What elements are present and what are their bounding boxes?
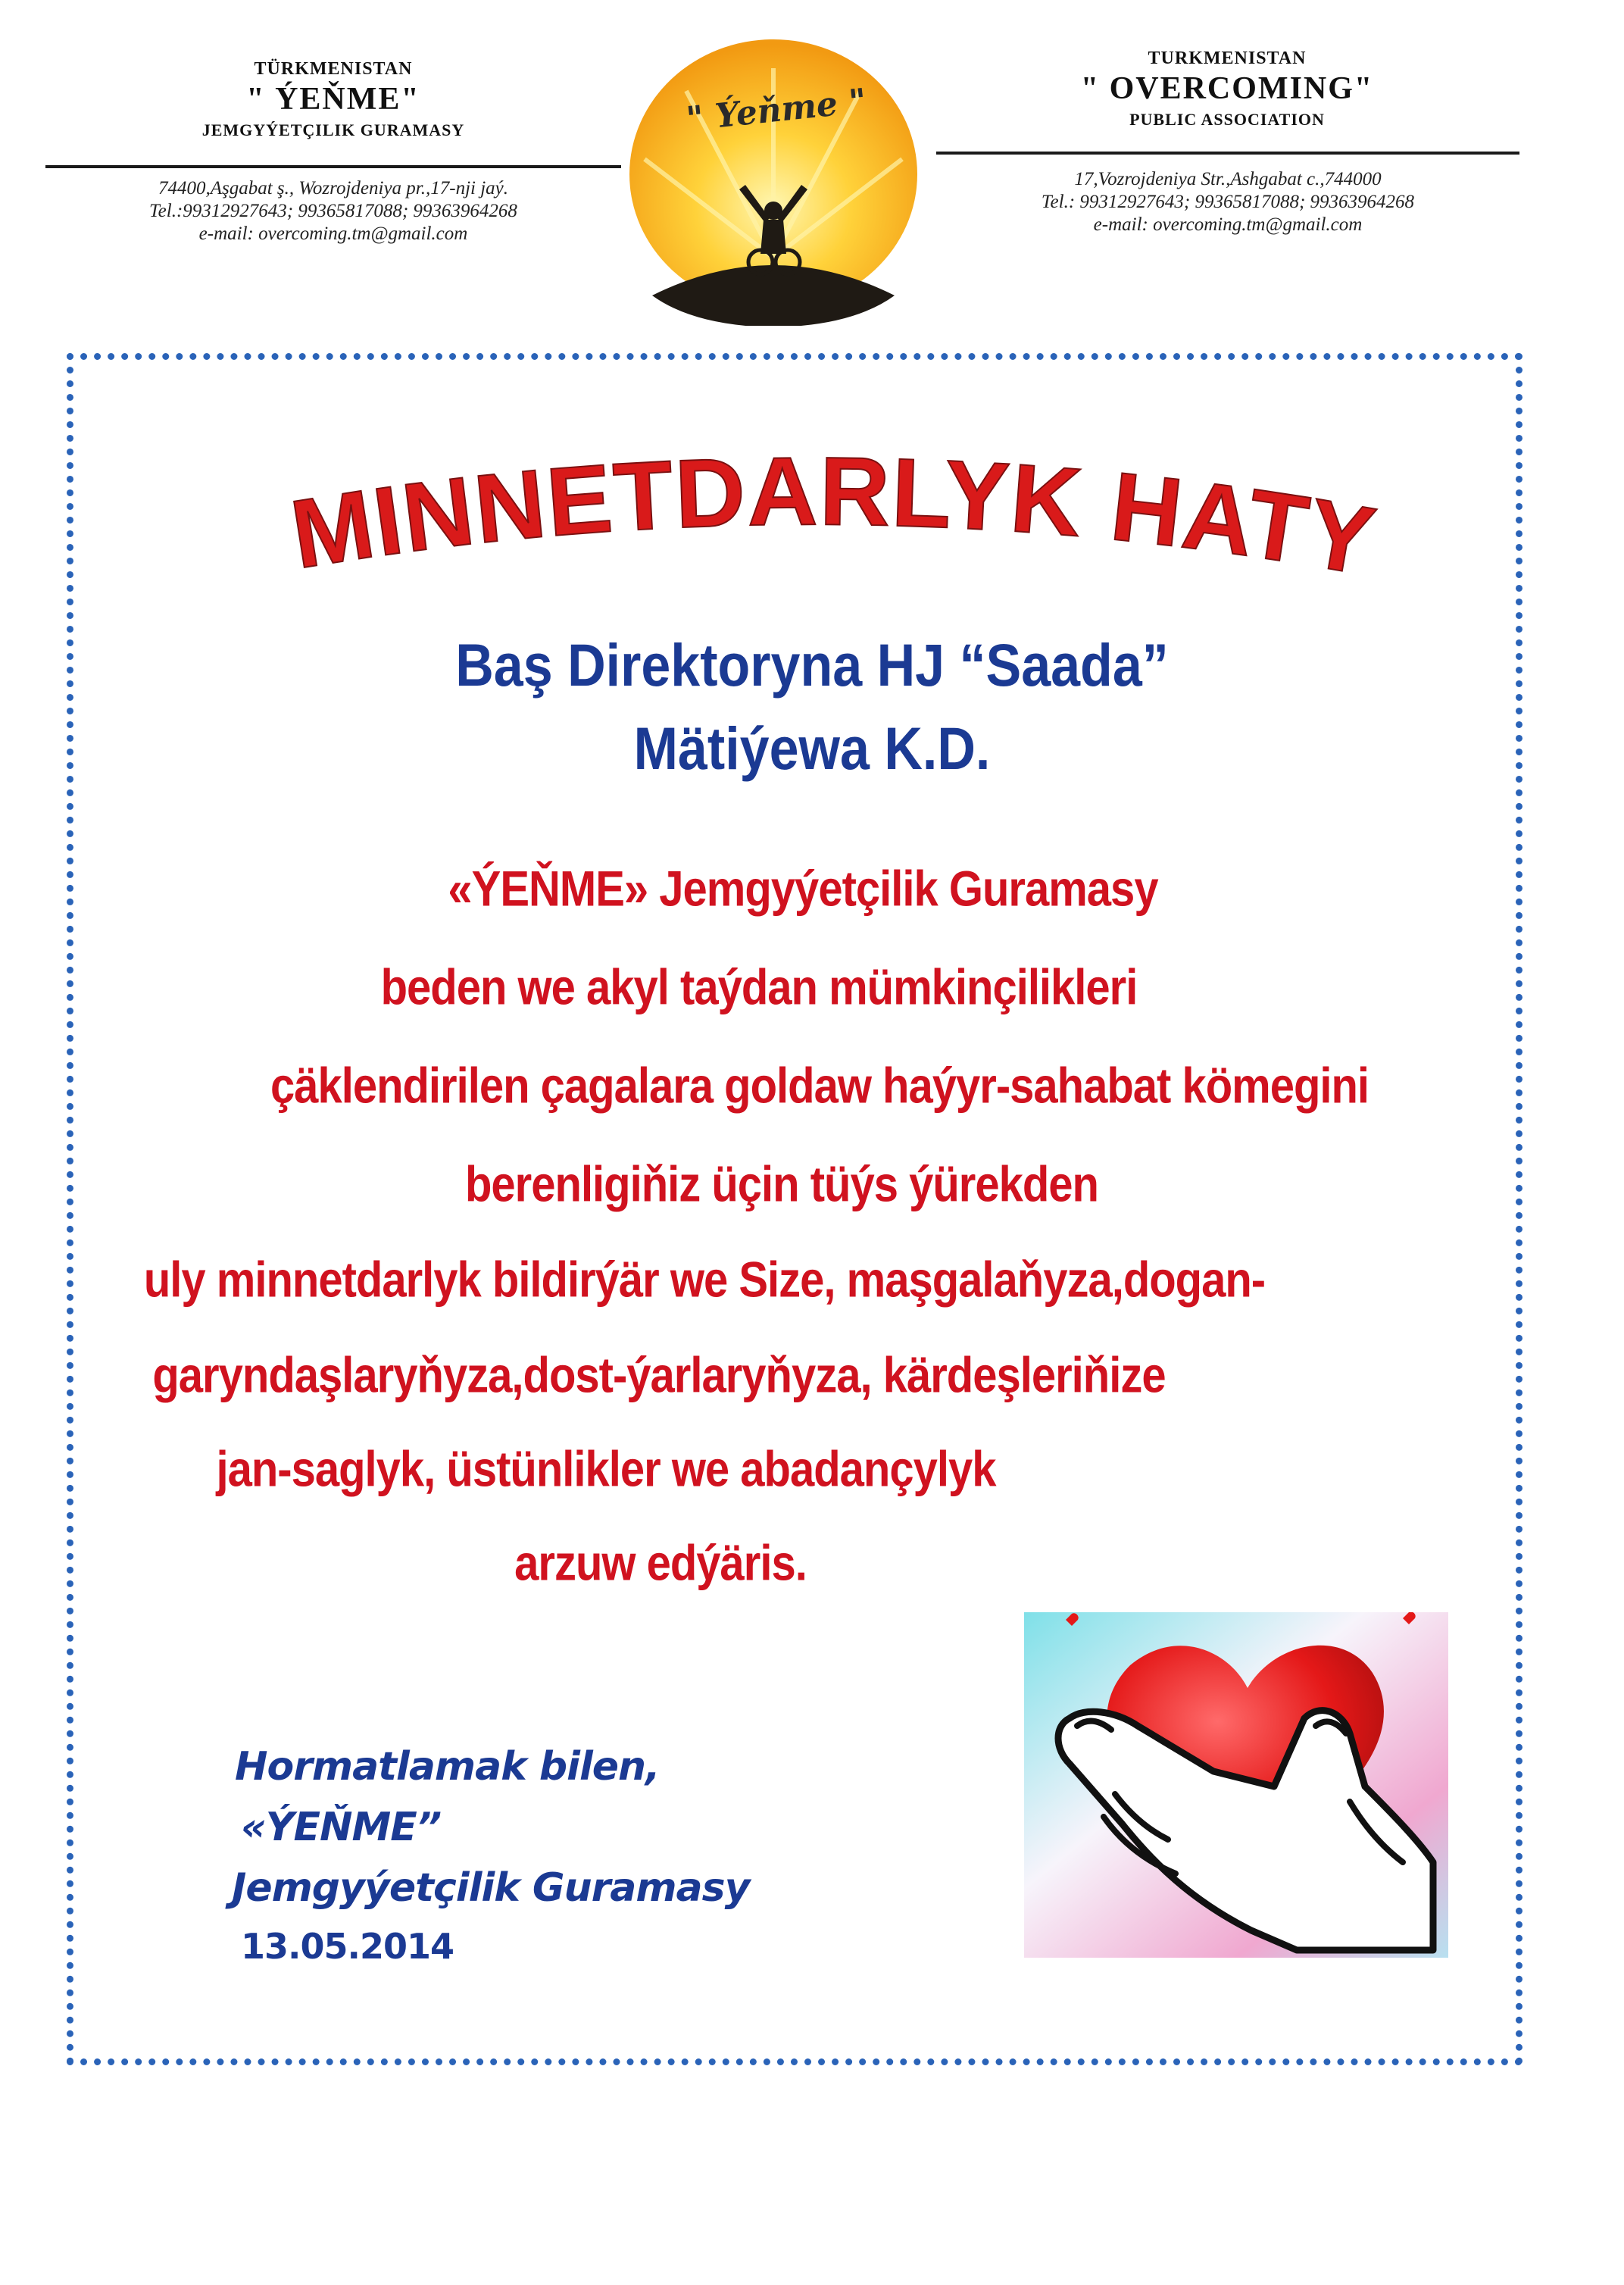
body-line-5: uly minnetdarlyk bildirýär we Size, maşgalaňyza,dogan- bbox=[143, 1252, 1266, 1308]
signature-org-type: Jemgyýetçilik Guramasy bbox=[232, 1865, 750, 1911]
svg-text:MINNETDARLYK HATY bbox=[284, 437, 1383, 596]
letterhead-right-email: e-mail: overcoming.tm@gmail.com bbox=[1093, 214, 1363, 235]
letterhead-right-address: 17,Vozrojdeniya Str.,Ashgabat c.,744000 bbox=[1074, 169, 1382, 189]
body-line-1: «ÝEŇME» Jemgyýetçilik Guramasy bbox=[448, 861, 1158, 917]
title-text: MINNETDARLYK HATY bbox=[284, 437, 1384, 597]
addressee-line-1: Baş Direktoryna HJ “Saada” bbox=[455, 632, 1169, 699]
letterhead-left bbox=[45, 59, 621, 140]
letterhead-right-phone: Tel.: 99312927643; 99365817088; 99363964268 bbox=[1041, 192, 1415, 212]
letterhead-left-country: TÜRKMENISTAN bbox=[254, 59, 413, 79]
body-line-3: çäklendirilen çagalara goldaw haýyr-sahabat kömegini bbox=[270, 1058, 1369, 1114]
body-line-6: garyndaşlaryňyza,dost-ýarlaryňyza, kärdeşleriňize bbox=[152, 1347, 1166, 1404]
document-title bbox=[227, 424, 1439, 599]
letterhead-right-association: PUBLIC ASSOCIATION bbox=[1129, 110, 1325, 129]
addressee-line-2: Mätiýewa K.D. bbox=[633, 715, 991, 782]
letterhead-left-rule bbox=[45, 165, 621, 168]
signature-org-name: «ÝEŇME” bbox=[241, 1805, 442, 1850]
letterhead-left-address: 74400,Aşgabat ş., Wozrojdeniya pr.,17-nji jaý. bbox=[158, 178, 509, 198]
letterhead-right-name: " OVERCOMING" bbox=[1080, 71, 1374, 106]
body-line-8: arzuw edýäris. bbox=[514, 1535, 807, 1592]
signature-regards: Hormatlamak bilen, bbox=[235, 1744, 660, 1790]
logo-text: " Ýeňme " bbox=[684, 81, 869, 139]
body-line-4: berenligiňiz üçin tüýs ýürekden bbox=[465, 1156, 1098, 1213]
body-line-2: beden we akyl taýdan mümkinçilikleri bbox=[380, 959, 1138, 1016]
letterhead-right bbox=[939, 48, 1515, 130]
letterhead-right-contact bbox=[936, 168, 1519, 236]
letterhead-left-name: " ÝEŇME" bbox=[246, 82, 420, 117]
letterhead-right-country: TURKMENISTAN bbox=[1148, 48, 1307, 68]
letterhead-left-email: e-mail: overcoming.tm@gmail.com bbox=[198, 223, 468, 244]
letterhead-left-phone: Tel.:99312927643; 99365817088; 99363964268 bbox=[149, 201, 517, 221]
signature-date: 13.05.2014 bbox=[241, 1926, 454, 1967]
letterhead-left-contact bbox=[45, 177, 621, 245]
body-line-7: jan-saglyk, üstünlikler we abadançylyk bbox=[216, 1441, 996, 1498]
heart-in-hand-icon bbox=[1024, 1612, 1448, 1958]
letterhead-right-rule bbox=[936, 152, 1519, 155]
letterhead-left-association: JEMGYÝETÇILIK GURAMASY bbox=[201, 120, 465, 139]
